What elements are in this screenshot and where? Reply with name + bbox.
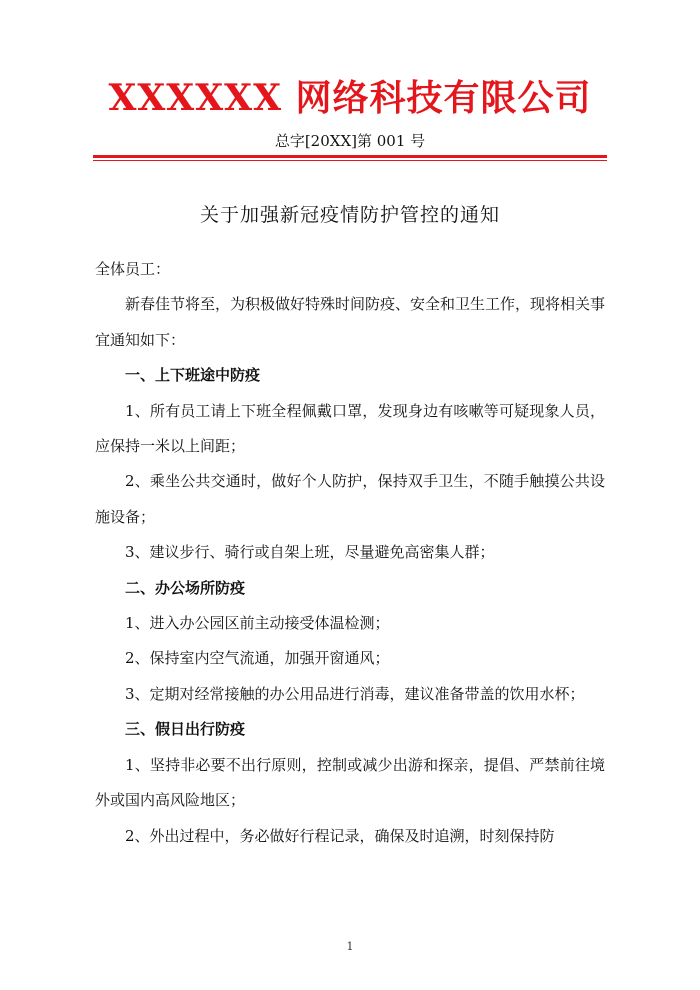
page-number: 1 xyxy=(346,940,354,953)
list-item: 2、外出过程中，务必做好行程记录，确保及时追溯，时刻保持防 xyxy=(125,826,555,845)
section-heading: 三、假日出行防疫 xyxy=(125,720,246,739)
intro-paragraph: 新春佳节将至，为积极做好特殊时间防疫、安全和卫生工作，现将相关事宜通知如下： xyxy=(95,295,606,349)
list-item: 3、建议步行、骑行或自架上班，尽量避免高密集人群； xyxy=(125,543,495,562)
list-item: 1、坚持非必要不出行原则，控制或减少出游和探亲，提倡、严禁前往境外或国内高风险地区； xyxy=(95,755,605,810)
list-item: 1、所有员工请上下班全程佩戴口罩，发现身边有咳嗽等可疑现象人员，应保持一米以上间距； xyxy=(95,401,605,456)
list-item: 1、进入办公园区前主动接受体温检测； xyxy=(125,614,390,633)
section-heading: 一、上下班途中防疫 xyxy=(125,366,261,385)
red-divider-thin xyxy=(93,160,607,161)
document-number: 总字[20XX]第 001 号 xyxy=(274,132,426,150)
notice-body xyxy=(95,252,605,854)
list-item: 2、保持室内空气流通，加强开窗通风； xyxy=(125,649,390,668)
salutation: 全体员工： xyxy=(95,260,171,278)
section-heading: 二、办公场所防疫 xyxy=(125,578,246,597)
list-item: 2、乘坐公共交通时，做好个人防护，保持双手卫生，不随手触摸公共设施设备； xyxy=(95,472,605,526)
company-name-header: XXXXXX 网络科技有限公司 xyxy=(108,77,592,119)
red-divider-thick xyxy=(93,155,607,158)
list-item: 3、定期对经常接触的办公用品进行消毒，建议准备带盖的饮用水杯； xyxy=(125,684,585,703)
notice-title: 关于加强新冠疫情防护管控的通知 xyxy=(199,204,500,226)
